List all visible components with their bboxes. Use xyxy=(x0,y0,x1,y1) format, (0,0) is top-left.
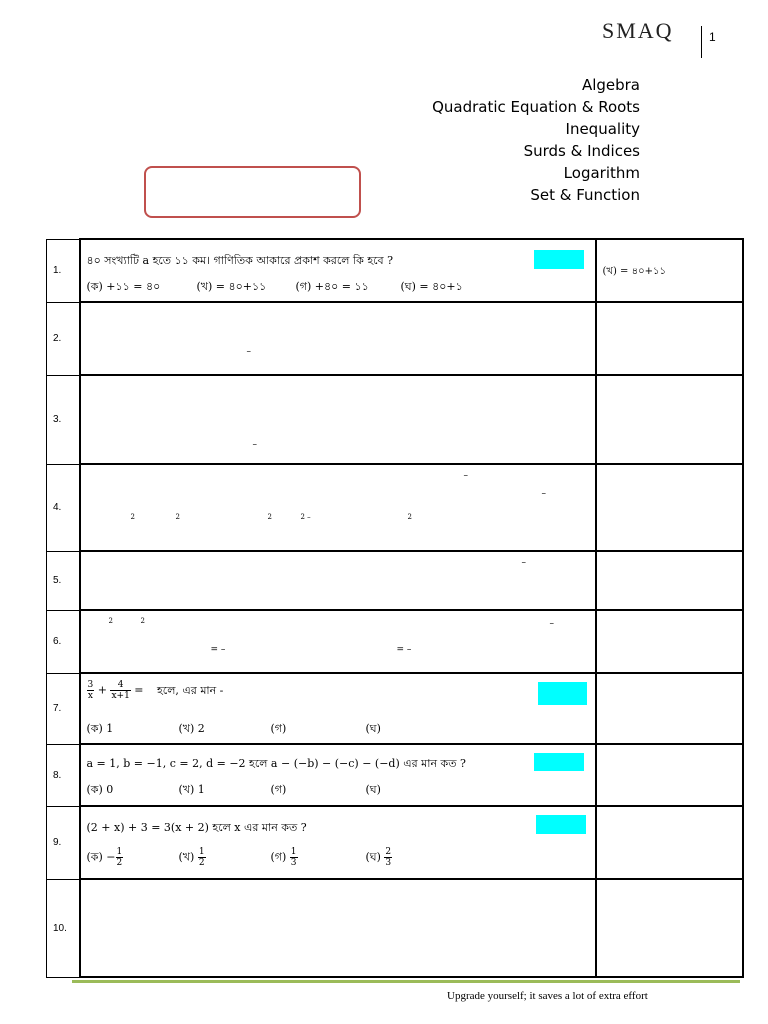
fraction: $\frac{4}{x+1}$ xyxy=(111,680,130,701)
question-number: 4. xyxy=(47,464,80,551)
math-fragment: 2 xyxy=(267,513,272,521)
table-row xyxy=(47,375,743,464)
option-kha: (খ) 2 xyxy=(178,722,205,735)
fraction: $\frac{2}{3}$ xyxy=(385,847,392,868)
math-fragment: = – xyxy=(396,645,412,655)
table-row xyxy=(47,464,743,551)
table-row xyxy=(47,239,743,302)
answer-cell xyxy=(596,551,743,610)
answer-text: (খ) = ৪০+১১ xyxy=(602,266,666,277)
answer-cell xyxy=(596,375,743,464)
highlight-marker xyxy=(536,815,586,834)
math-fragment: – xyxy=(521,558,526,568)
table-row xyxy=(47,551,743,610)
option-gha: (ঘ) = ৪০+১ xyxy=(400,280,463,293)
footer-text: Upgrade yourself; it saves a lot of extra effort xyxy=(447,990,648,1002)
question-table xyxy=(46,238,744,978)
table-row xyxy=(47,610,743,673)
table-row xyxy=(47,744,743,806)
option-gha: (ঘ) xyxy=(365,783,381,796)
fraction: $\frac{1}{2}$ xyxy=(198,847,205,868)
topic-list xyxy=(432,74,640,206)
option-kha: (খ) = ৪০+১১ xyxy=(196,280,267,293)
question-text: ৪০ সংখ্যাটি a হতে ১১ কম। গাণিতিক আকারে প্রকাশ করলে কি হবে ? xyxy=(86,254,394,267)
option-kha: (খ) 1 xyxy=(178,783,205,796)
question-cell xyxy=(80,551,596,610)
option-gha: (ঘ) xyxy=(365,722,381,735)
question-cell xyxy=(80,806,596,879)
question-cell xyxy=(80,375,596,464)
question-text: (2 + x) + 3 = 3(x + 2) হলে x এর মান কত ? xyxy=(86,821,307,834)
option-ga: (গ) xyxy=(270,783,287,796)
page-number: 1 xyxy=(709,30,716,44)
question-expression: $\frac{3}{x}$ + $\frac{4}{x+1}$ = হলে, এর মান - xyxy=(87,680,224,701)
highlight-marker xyxy=(534,250,584,269)
topic-item: Surds & Indices xyxy=(523,142,640,160)
math-fragment: 2 xyxy=(130,513,135,521)
topic-item: Set & Function xyxy=(530,186,640,204)
math-fragment: 2 xyxy=(407,513,412,521)
fraction: $\frac{3}{x}$ xyxy=(87,680,94,701)
math-fragment: – xyxy=(246,347,251,357)
answer-cell xyxy=(596,744,743,806)
option-ga: (গ) $\frac{1}{3}$ xyxy=(270,847,297,868)
table-row xyxy=(47,879,743,977)
answer-cell xyxy=(596,610,743,673)
answer-cell xyxy=(596,806,743,879)
math-fragment: 2 xyxy=(108,617,113,625)
option-gha: (ঘ) $\frac{2}{3}$ xyxy=(365,847,392,868)
question-number: 10. xyxy=(47,879,80,977)
answer-cell xyxy=(596,302,743,375)
question-number: 6. xyxy=(47,610,80,673)
option-ga: (গ) +৪০ = ১১ xyxy=(295,280,369,293)
topic-item: Quadratic Equation & Roots xyxy=(432,98,640,116)
option-ka: (ক) − $\frac{1}{2}$ xyxy=(86,847,123,868)
fraction: $\frac{1}{2}$ xyxy=(116,847,123,868)
question-number: 9. xyxy=(47,806,80,879)
logo-divider xyxy=(701,26,702,58)
highlight-marker xyxy=(538,682,587,705)
math-fragment: 2 xyxy=(140,617,145,625)
footer-line xyxy=(72,980,740,983)
question-number: 7. xyxy=(47,673,80,744)
question-cell xyxy=(80,464,596,551)
table-row xyxy=(47,673,743,744)
fraction: $\frac{1}{3}$ xyxy=(290,847,297,868)
question-number: 5. xyxy=(47,551,80,610)
answer-cell xyxy=(596,239,743,302)
question-cell xyxy=(80,673,596,744)
question-cell xyxy=(80,879,596,977)
answer-cell xyxy=(596,879,743,977)
answer-cell xyxy=(596,464,743,551)
topic-item: Algebra xyxy=(581,76,640,94)
option-ka: (ক) 1 xyxy=(86,722,114,735)
math-fragment: – xyxy=(252,440,257,450)
math-fragment: 2 – xyxy=(300,513,311,521)
question-number: 1. xyxy=(47,239,80,302)
topic-item: Inequality xyxy=(565,120,640,138)
math-fragment: – xyxy=(541,489,546,499)
option-ga: (গ) xyxy=(270,722,287,735)
question-number: 2. xyxy=(47,302,80,375)
logo: SMAQ xyxy=(602,18,674,43)
answer-cell xyxy=(596,673,743,744)
table-row xyxy=(47,806,743,879)
question-text: a = 1, b = −1, c = 2, d = −2 হলে a − (−b) − (−c) − (−d) এর মান কত ? xyxy=(86,757,466,770)
math-fragment: = – xyxy=(210,645,226,655)
option-ka: (ক) +১১ = ৪০ xyxy=(86,280,161,293)
question-cell xyxy=(80,744,596,806)
math-fragment: 2 xyxy=(175,513,180,521)
math-fragment: – xyxy=(463,471,468,481)
table-row xyxy=(47,302,743,375)
question-cell xyxy=(80,239,596,302)
math-fragment: – xyxy=(549,619,554,629)
question-number: 8. xyxy=(47,744,80,806)
highlight-marker xyxy=(534,753,584,771)
option-ka: (ক) 0 xyxy=(86,783,114,796)
name-box xyxy=(144,166,361,218)
question-cell xyxy=(80,302,596,375)
question-number: 3. xyxy=(47,375,80,464)
question-cell xyxy=(80,610,596,673)
option-kha: (খ) $\frac{1}{2}$ xyxy=(178,847,205,868)
topic-item: Logarithm xyxy=(563,164,640,182)
